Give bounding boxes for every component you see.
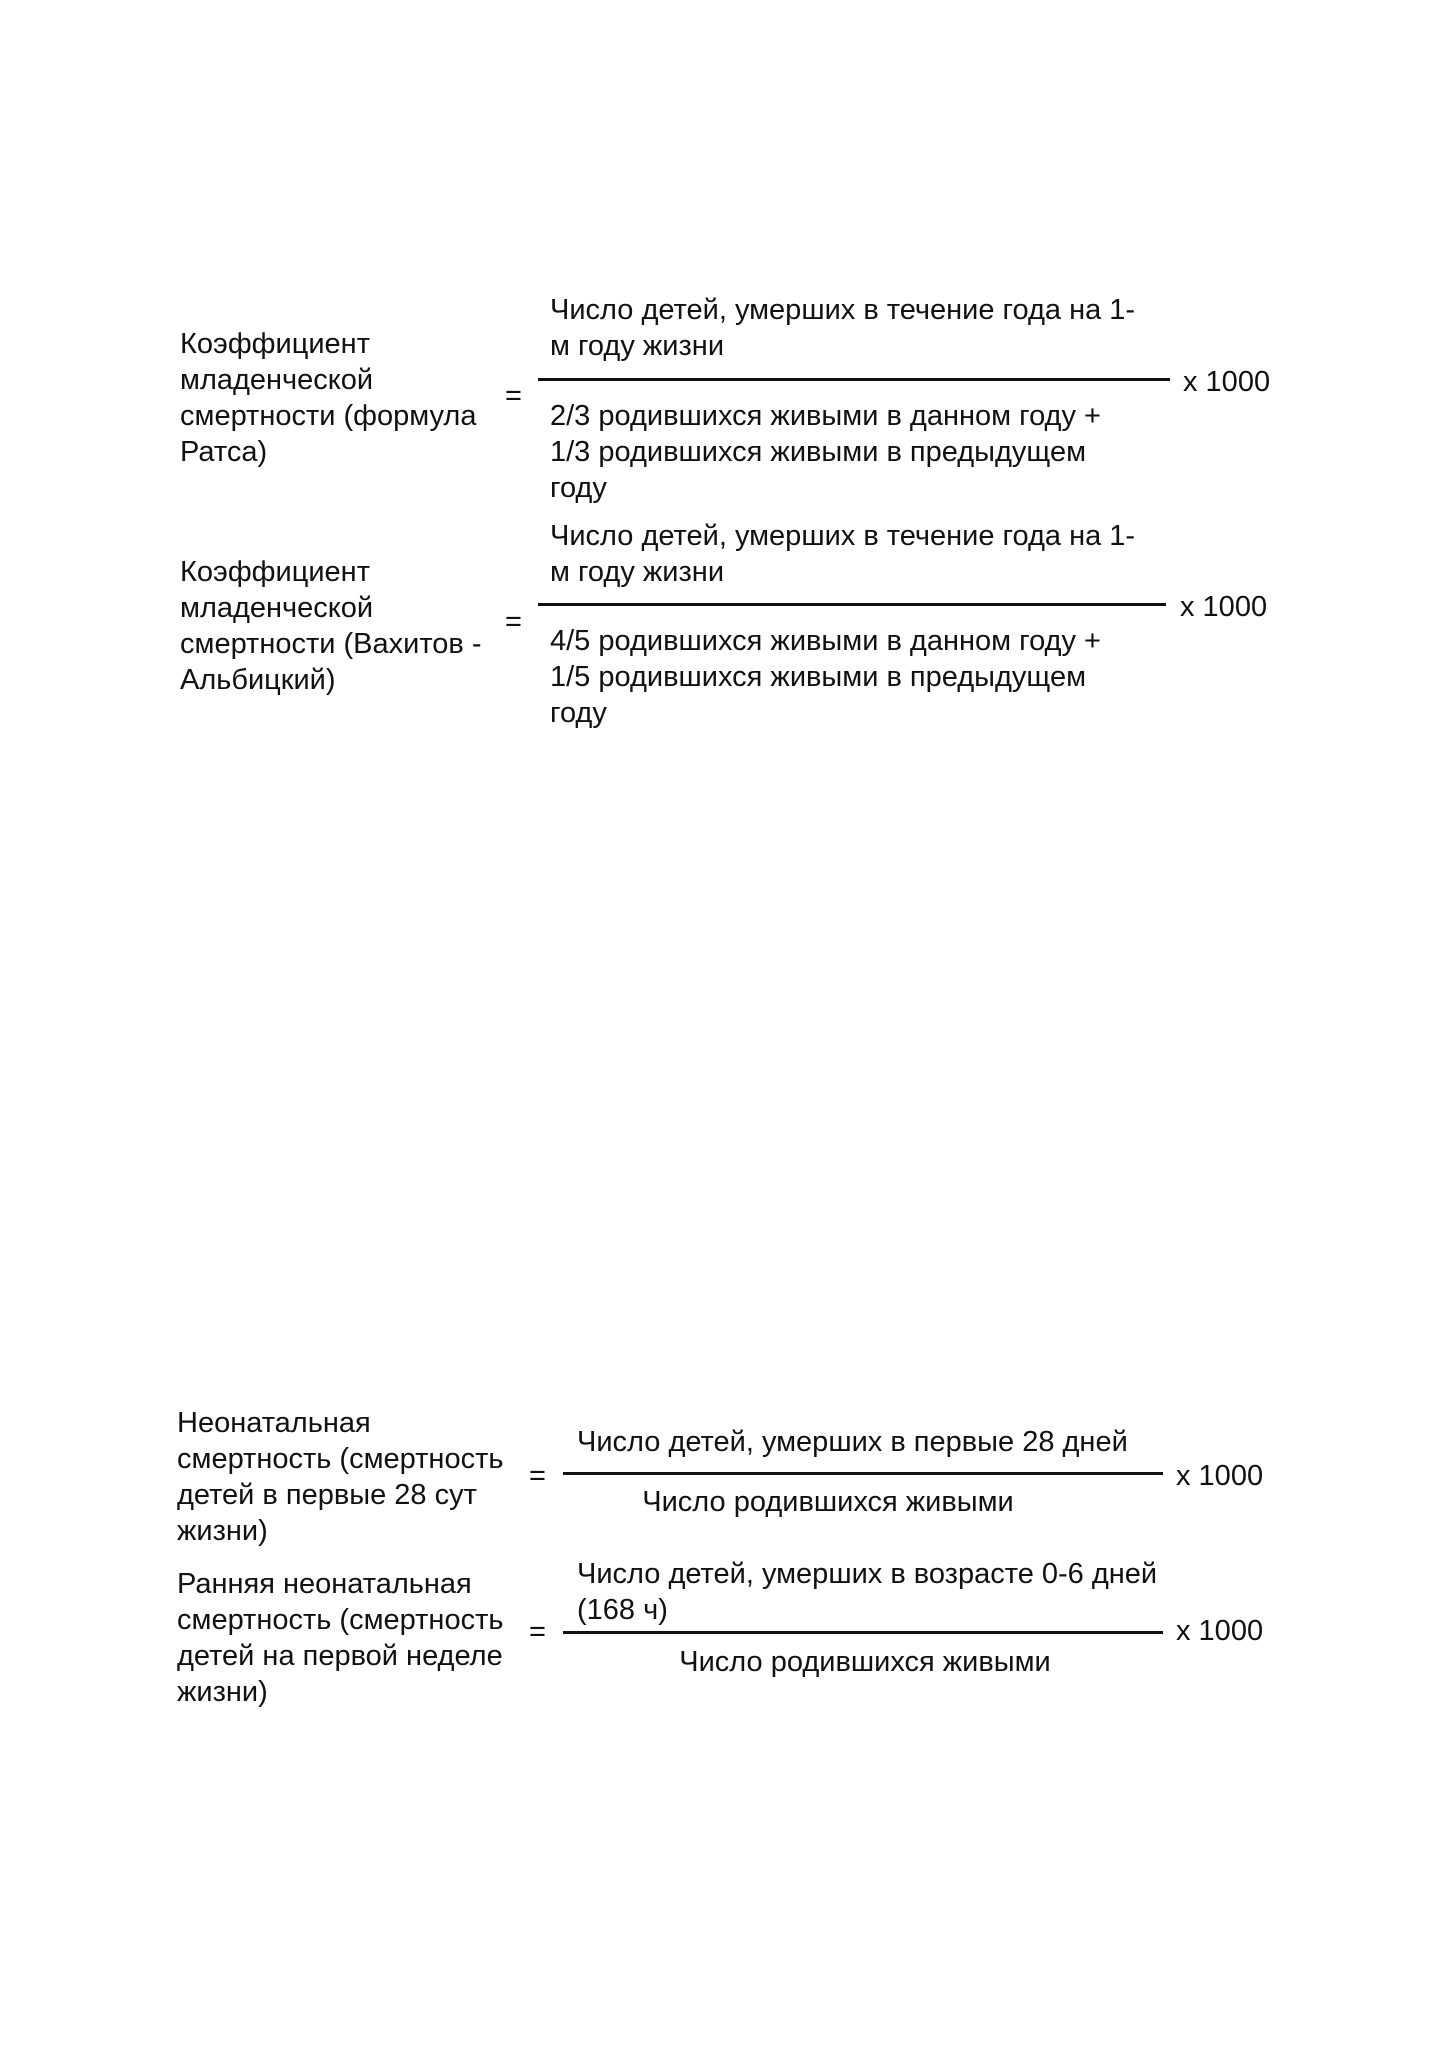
fraction-bar [538,378,1170,381]
multiplier: x 1000 [1180,591,1268,623]
formula-numerator: Число детей, умерших в первые 28 дней [577,1426,1128,1458]
formula-label-vakhitov-albitsky: Коэффициент младенческой смертности (Вахитов - Альбицкий) [180,556,482,696]
equals-sign: = [505,606,522,638]
multiplier: x 1000 [1176,1460,1264,1492]
multiplier: x 1000 [1176,1615,1264,1647]
fraction-bar [538,603,1166,606]
fraction-bar [563,1631,1163,1634]
equals-sign: = [529,1460,546,1492]
formula-label-ratz: Коэффициент младенческой смертности (формула Ратса) [180,328,477,468]
formula-numerator: Число детей, умерших в возрасте 0-6 дней (168 ч) [577,1558,1158,1626]
formula-numerator: Число детей, умерших в течение года на 1- м году жизни [550,294,1136,362]
equals-sign: = [529,1616,546,1648]
formula-label-neonatal: Неонатальная смертность (смертность детей в первые 28 сут жизни) [177,1407,504,1547]
formula-denominator: 2/3 родившихся живыми в данном году + 1/3 родившихся живыми в предыдущем году [550,400,1101,504]
formula-denominator: Число родившихся живыми [642,1486,1014,1518]
multiplier: x 1000 [1183,366,1271,398]
formula-label-early-neonatal: Ранняя неонатальная смертность (смертность детей на первой неделе жизни) [177,1568,504,1708]
fraction-bar [563,1472,1163,1475]
formula-numerator: Число детей, умерших в течение года на 1- м году жизни [550,520,1136,588]
equals-sign: = [505,380,522,412]
formula-denominator: Число родившихся живыми [679,1646,1051,1678]
formula-denominator: 4/5 родившихся живыми в данном году + 1/5 родившихся живыми в предыдущем году [550,625,1101,729]
